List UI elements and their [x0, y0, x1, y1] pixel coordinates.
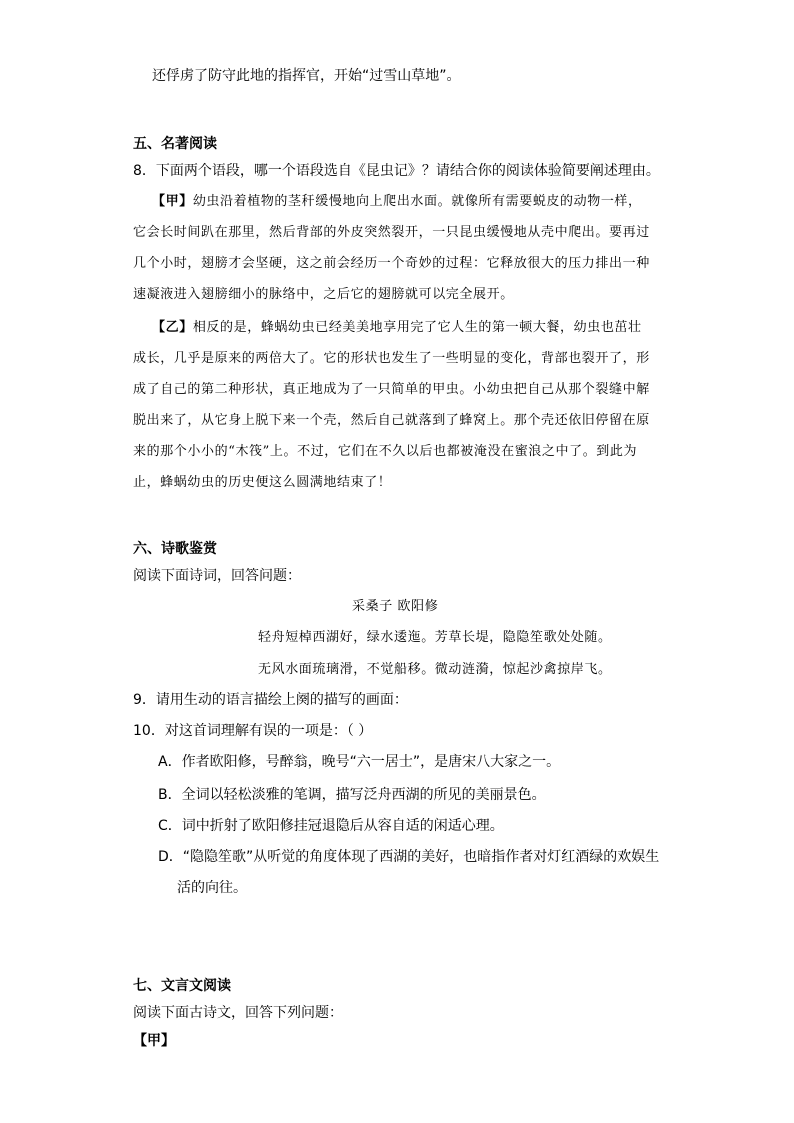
question-9: 9．请用生动的语言描绘上阕的描写的画面：	[133, 692, 408, 708]
option-d-line-2: 活的向往。	[177, 880, 247, 896]
carryover-line: 还俘虏了防守此地的指挥官，开始“过雪山草地”。	[152, 68, 461, 84]
excerpt-jia-label: 【甲】	[152, 194, 193, 209]
excerpt-yi-line-3: 成了自己的第二种形状，真正地成为了一只简单的甲虫。小幼虫把自己从那个裂缝中解	[133, 382, 650, 397]
excerpt-yi-line-1	[152, 318, 642, 338]
question-10: 10．对这首词理解有误的一项是：（ ）	[133, 723, 373, 739]
section7-intro: 阅读下面古诗文，回答下列问题：	[133, 1005, 343, 1021]
excerpt-yi-text-1: 相反的是，蜂蜗幼虫已经美美地享用完了它人生的第一顿大餐，幼虫也茁壮	[192, 320, 642, 335]
poem-line-1: 轻舟短棹西湖好，绿水逶迤。芳草长堤，隐隐笙歌处处随。	[258, 630, 612, 645]
option-c: C．词中折射了欧阳修挂冠退隐后从容自适的闲适心理。	[158, 818, 504, 834]
option-b: B．全词以轻松淡雅的笔调，描写泛舟西湖的所见的美丽景色。	[158, 787, 546, 803]
poem-line-2: 无风水面琉璃滑，不觉船移。微动涟漪，惊起沙禽掠岸飞。	[258, 662, 612, 677]
excerpt-yi-line-5: 来的那个小小的“木筏”上。不过，它们在不久以后也都被淹没在蜜浪之中了。到此为	[133, 444, 638, 459]
section7-jia-label: 【甲】	[133, 1033, 175, 1049]
excerpt-jia-line-4: 速凝液进入翅膀细小的脉络中，之后它的翅膀就可以完全展开。	[133, 287, 514, 302]
option-d-line-1: D．“隐隐笙歌”从听觉的角度体现了西湖的美好，也暗指作者对灯红酒绿的欢娱生	[158, 849, 660, 865]
excerpt-jia-line-3: 几个小时，翅膀才会坚硬，这之前会经历一个奇妙的过程：它释放很大的压力排出一种	[133, 256, 650, 271]
section6-intro: 阅读下面诗词，回答问题：	[133, 568, 301, 584]
option-a: A．作者欧阳修，号醉翁，晚号“六一居士”，是唐宋八大家之一。	[158, 754, 561, 770]
excerpt-jia-text-1: 幼虫沿着植物的茎秆缓慢地向上爬出水面。就像所有需要蜕皮的动物一样，	[192, 194, 642, 209]
excerpt-yi-label: 【乙】	[152, 320, 193, 335]
excerpt-yi-line-6: 止，蜂蜗幼虫的历史便这么圆满地结束了！	[133, 475, 392, 490]
excerpt-jia-line-2: 它会长时间趴在那里，然后背部的外皮突然裂开，一只昆虫缓慢地从壳中爬出。要再过	[133, 225, 650, 240]
section6-heading: 六、诗歌鉴赏	[133, 541, 217, 557]
excerpt-yi-line-4: 脱出来了，从它身上脱下来一个壳，然后自己就落到了蜂窝上。那个壳还依旧停留在原	[133, 413, 650, 428]
section7-heading: 七、文言文阅读	[133, 978, 231, 994]
poem-title: 采桑子 欧阳修	[352, 599, 439, 614]
question-8: 8．下面两个语段，哪一个语段选自《昆虫记》？请结合你的阅读体验简要阐述理由。	[133, 163, 660, 179]
excerpt-jia-line-1	[152, 192, 642, 212]
section5-heading: 五、名著阅读	[133, 136, 217, 152]
excerpt-yi-line-2: 成长，几乎是原来的两倍大了。它的形状也发生了一些明显的变化，背部也裂开了，形	[133, 351, 650, 366]
